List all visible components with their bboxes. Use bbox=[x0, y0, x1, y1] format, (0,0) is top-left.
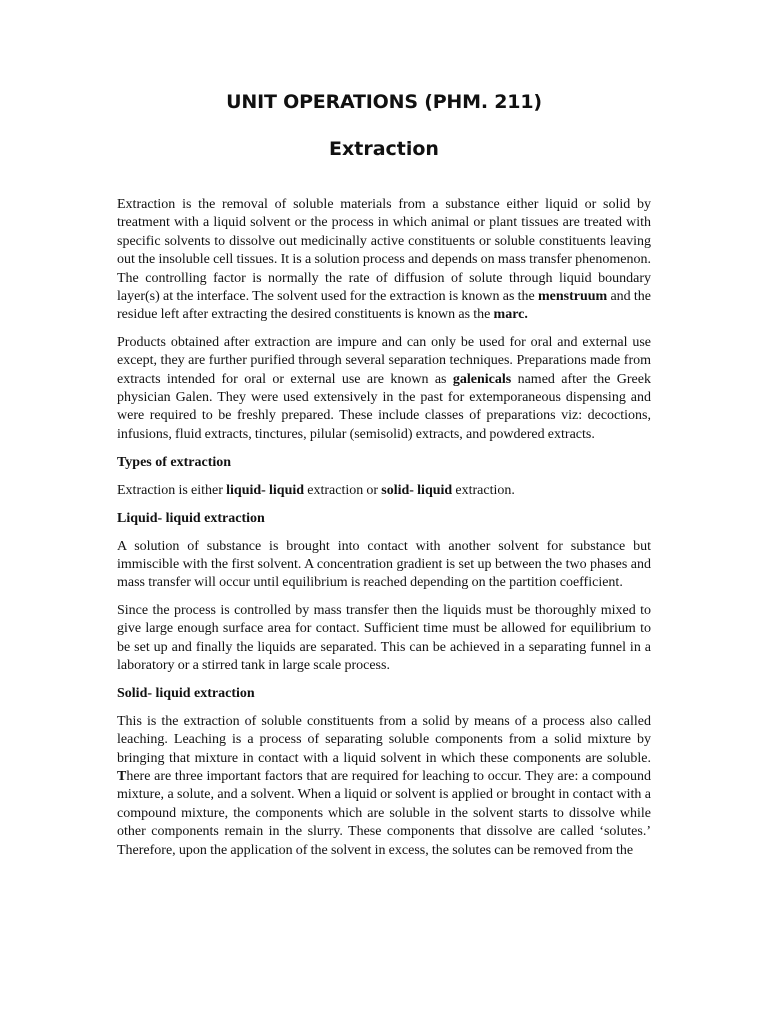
paragraph-definition bbox=[117, 196, 651, 325]
document-page bbox=[117, 88, 651, 860]
document-subtitle: Extraction bbox=[329, 138, 439, 160]
paragraph-products bbox=[117, 334, 651, 444]
paragraph-solid-liquid bbox=[117, 713, 651, 860]
heading-solid-liquid-extraction: Solid- liquid extraction bbox=[117, 686, 255, 702]
paragraph-text: extraction. bbox=[452, 482, 515, 498]
paragraph-text: Extraction is either bbox=[117, 482, 227, 498]
paragraph-liquid-liquid-2: Since the process is controlled by mass transfer then the liquids must be thoroughly mixed to give large enough surface area for contact. Sufficient time must be allowed for equilibrium to be set up and finally the liquids are separated. This can be achieved in a separating funnel in a laboratory or a stirred tank in large scale process. bbox=[117, 602, 651, 673]
paragraph-text: here are three important factors that are required for leaching to occur. They are: a compound mixture, a solute, and a solvent. When a liquid or solvent is applied or brought in contact with a compound mixture, the components which are soluble in the solvent starts to dissolve while other components remain in the slurry. These components that dissolve are called ‘solutes.’ Therefore, upon the application of the solvent in excess, the solutes can be removed from the bbox=[117, 768, 651, 858]
term-menstruum: menstruum bbox=[537, 289, 608, 305]
document-title: UNIT OPERATIONS (PHM. 211) bbox=[226, 91, 542, 113]
paragraph-text: Products obtained after extraction are impure and can only be used for oral and external use except, they are further purified through several separation techniques. Preparations made from extracts intended for oral or external use are known as bbox=[117, 334, 651, 387]
term-galenicals: galenicals bbox=[452, 371, 512, 387]
paragraph-text: extraction or bbox=[304, 482, 382, 498]
paragraph-text: This is the extraction of soluble constituents from a solid by means of a process also called leaching. Leaching is a process of separating soluble components from a solid mixture by bringing that mixture in contact with a liquid solvent in which these components are soluble. bbox=[117, 713, 651, 766]
paragraph-types bbox=[117, 482, 651, 500]
paragraph-liquid-liquid-1: A solution of substance is brought into contact with another solvent for substance but immiscible with the first solvent. A concentration gradient is set up between the two phases and mass transfer will occur until equilibrium is reached depending on the partition coefficient. bbox=[117, 538, 651, 591]
paragraph-text: and the residue left after extracting the desired constituents is known as the bbox=[117, 289, 651, 323]
bold-initial-t: T bbox=[117, 768, 127, 784]
term-liquid-liquid: liquid- liquid bbox=[226, 482, 305, 498]
term-marc: marc. bbox=[493, 307, 528, 323]
term-solid-liquid: solid- liquid bbox=[381, 482, 453, 498]
heading-types-of-extraction: Types of extraction bbox=[117, 455, 232, 471]
paragraph-text: Extraction is the removal of soluble materials from a substance either liquid or solid by treatment with a liquid solvent or the process in which animal or plant tissues are treated with specific solvents to dissolve out medicinally active constituents or soluble constituents leaving out the insoluble cell tissues. It is a solution process and depends on mass transfer phenomenon. The controlling factor is normally the rate of diffusion of solute through liquid boundary layer(s) at the interface. The solvent used for the extraction is known as the bbox=[117, 197, 651, 305]
paragraph-text: named after the Greek physician Galen. They were used extensively in the past for extemporaneous dispensing and were required to be freshly prepared. These include classes of preparations viz: decoctions, infusions, fluid extracts, tinctures, pilular (semisolid) extracts, and powdered extracts. bbox=[117, 371, 651, 442]
heading-liquid-liquid-extraction: Liquid- liquid extraction bbox=[117, 511, 265, 527]
